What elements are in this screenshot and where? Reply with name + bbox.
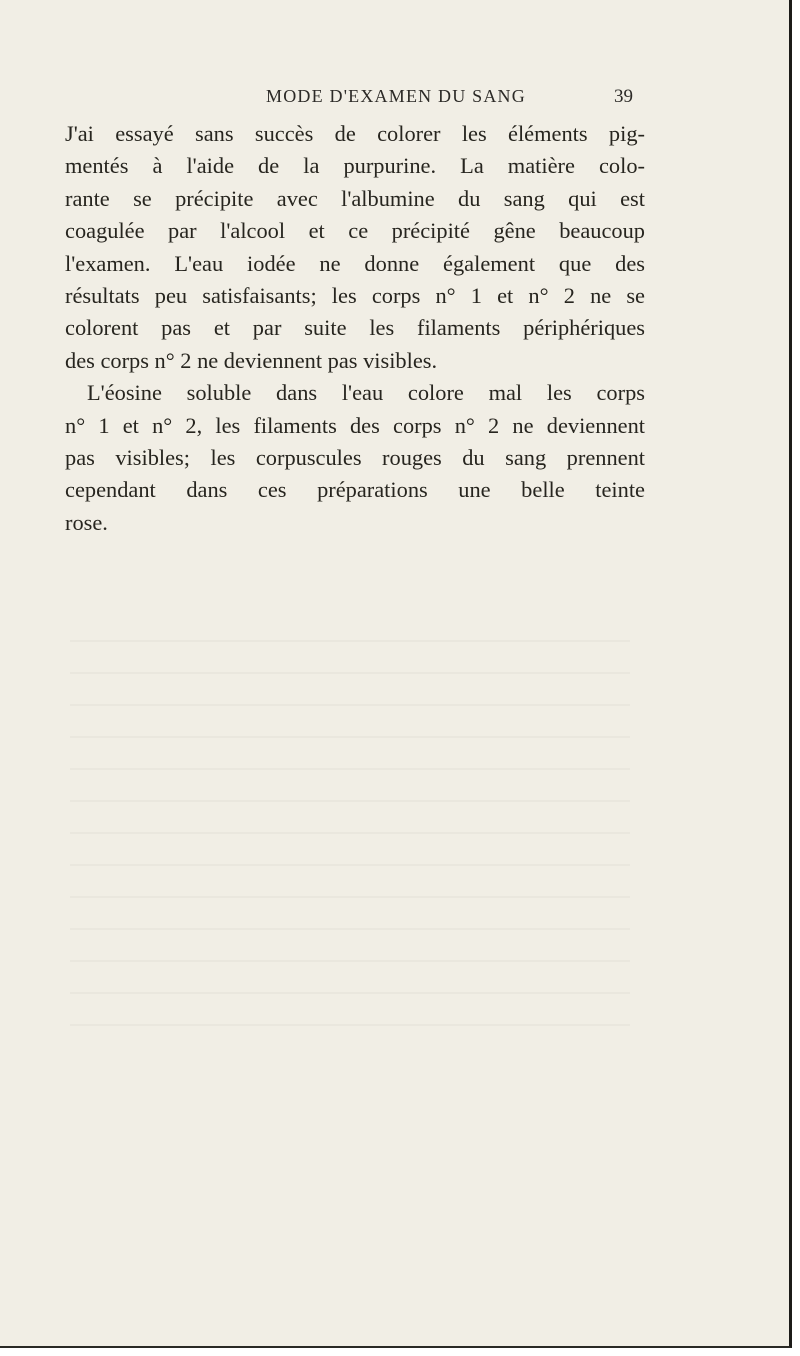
text-line: cependant dans ces préparations une belle teinte xyxy=(65,477,645,503)
show-through-texture xyxy=(70,620,630,1050)
page-number: 39 xyxy=(614,86,633,107)
text-line: J'ai essayé sans succès de colorer les éléments pig- xyxy=(65,121,645,146)
body-text xyxy=(65,118,645,539)
text-line: colorent pas et par suite les filaments périphériques xyxy=(65,315,645,341)
text-line: résultats peu satisfaisants; les corps n° 1 et n° 2 ne se xyxy=(65,282,645,308)
text-line: rose. xyxy=(65,509,108,535)
text-line: pas visibles; les corpuscules rouges du sang prennent xyxy=(65,444,645,470)
text-line: l'examen. L'eau iodée ne donne également que des xyxy=(65,250,645,276)
page-edge xyxy=(792,0,800,1356)
paragraph-start-line: L'éosine soluble dans l'eau colore mal les corps xyxy=(87,380,645,406)
running-title: MODE D'EXAMEN DU SANG xyxy=(266,86,526,106)
text-line: mentés à l'aide de la purpurine. La matière colo- xyxy=(65,153,645,179)
text-line: n° 1 et n° 2, les filaments des corps n° 2 ne deviennent xyxy=(65,412,645,438)
text-line: coagulée par l'alcool et ce précipité gêne beaucoup xyxy=(65,218,645,244)
text-line: rante se précipite avec l'albumine du sang qui est xyxy=(65,185,645,211)
text-line: des corps n° 2 ne deviennent pas visibles. xyxy=(65,347,438,373)
page-header xyxy=(0,86,792,110)
